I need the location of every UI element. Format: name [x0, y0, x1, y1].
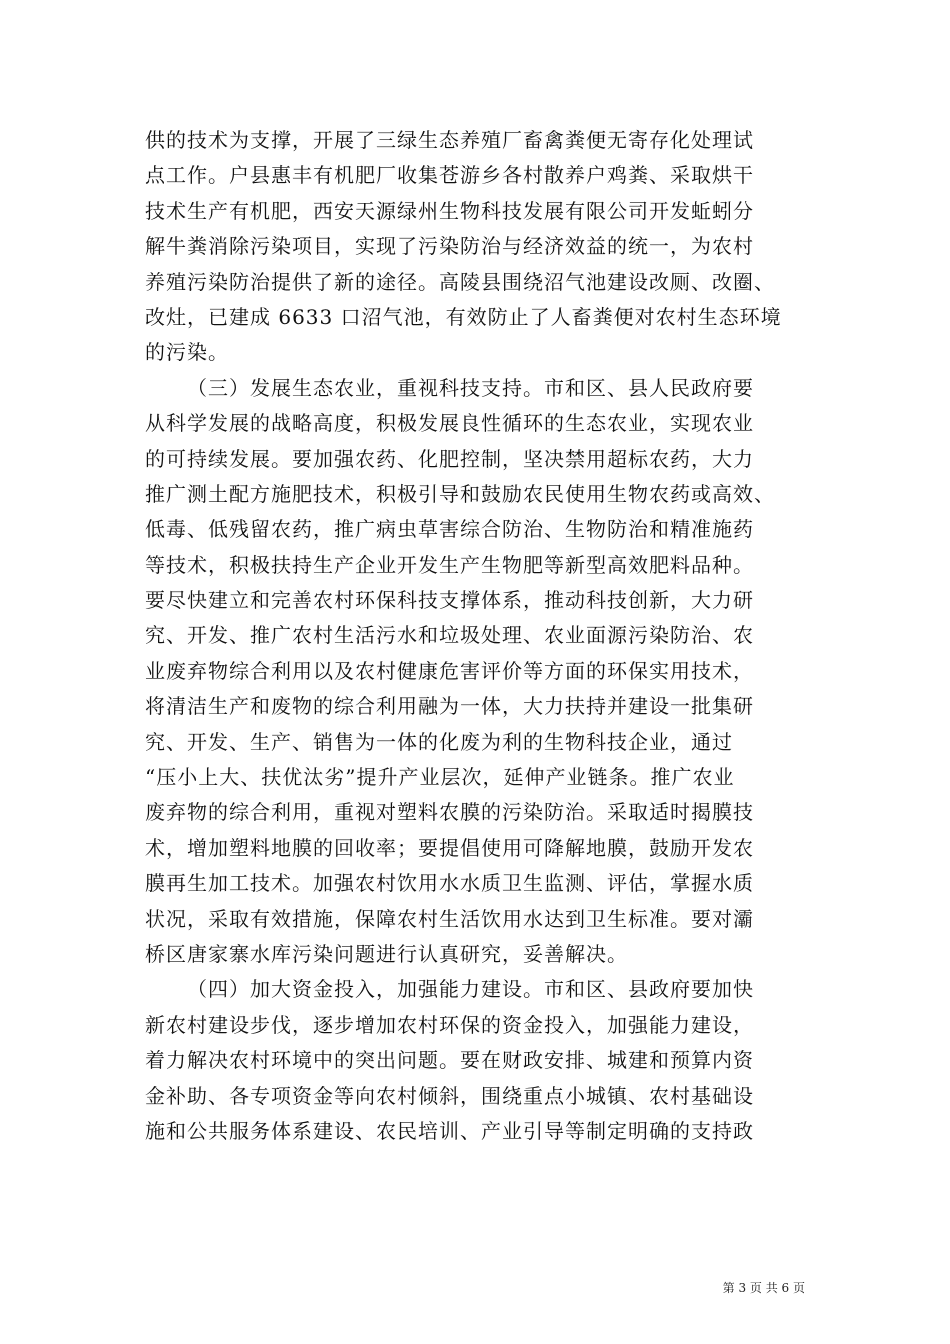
text-line: 低毒、低残留农药，推广病虫草害综合防治、生物防治和精准施药 — [145, 517, 754, 542]
text-line: 等技术，积极扶持生产企业开发生产生物肥等新型高效肥料品种。 — [145, 552, 754, 577]
text-line: “压小上大、扶优汰劣”提升产业层次，延伸产业链条。推广农业 — [145, 765, 735, 790]
text-line: 着力解决农村环境中的突出问题。要在财政安排、城建和预算内资 — [145, 1048, 754, 1073]
text-line: 究、开发、生产、销售为一体的化废为利的生物科技企业，通过 — [145, 729, 733, 754]
document-body — [145, 123, 815, 1149]
text-line: 金补助、各专项资金等向农村倾斜，围绕重点小城镇、农村基础设 — [145, 1083, 754, 1108]
text-line: 从科学发展的战略高度，积极发展良性循环的生态农业，实现农业 — [145, 411, 754, 436]
paragraph-first-line: （四）加大资金投入，加强能力建设。市和区、县政府要加快 — [187, 977, 754, 1002]
text-line: 的污染。 — [145, 340, 229, 365]
text-line: 将清洁生产和废物的综合利用融为一体，大力扶持并建设一批集研 — [145, 694, 754, 719]
text-line: 施和公共服务体系建设、农民培训、产业引导等制定明确的支持政 — [145, 1118, 754, 1143]
text-line: 膜再生加工技术。加强农村饮用水水质卫生监测、评估，掌握水质 — [145, 871, 754, 896]
text-line: 术，增加塑料地膜的回收率；要提倡使用可降解地膜，鼓励开发农 — [145, 835, 754, 860]
text-line: 养殖污染防治提供了新的途径。高陵县围绕沼气池建设改厕、改圈、 — [145, 269, 775, 294]
text-line: 的可持续发展。要加强农药、化肥控制，坚决禁用超标农药，大力 — [145, 446, 754, 471]
text-lines — [145, 123, 815, 1149]
text-line: 点工作。户县惠丰有机肥厂收集苍游乡各村散养户鸡粪、采取烘干 — [145, 163, 754, 188]
text-line: 改灶，已建成 6633 口沼气池，有效防止了人畜粪便对农村生态环境 — [145, 304, 782, 329]
paragraph-first-line: （三）发展生态农业，重视科技支持。市和区、县人民政府要 — [187, 375, 754, 400]
text-line: 桥区唐家寨水库污染问题进行认真研究，妥善解决。 — [145, 941, 628, 966]
text-line: 推广测土配方施肥技术，积极引导和鼓励农民使用生物农药或高效、 — [145, 481, 775, 506]
text-line: 新农村建设步伐，逐步增加农村环保的资金投入，加强能力建设， — [145, 1012, 754, 1037]
text-line: 要尽快建立和完善农村环保科技支撑体系，推动科技创新，大力研 — [145, 588, 754, 613]
text-line: 究、开发、推广农村生活污水和垃圾处理、农业面源污染防治、农 — [145, 623, 754, 648]
text-line: 供的技术为支撑，开展了三绿生态养殖厂畜禽粪便无寄存化处理试 — [145, 128, 754, 152]
text-line: 技术生产有机肥，西安天源绿州生物科技发展有限公司开发蚯蚓分 — [145, 198, 754, 223]
text-line: 废弃物的综合利用，重视对塑料农膜的污染防治。采取适时揭膜技 — [145, 800, 754, 825]
text-line: 解牛粪消除污染项目，实现了污染防治与经济效益的统一，为农村 — [145, 234, 754, 259]
text-line: 状况，采取有效措施，保障农村生活饮用水达到卫生标准。要对灞 — [145, 906, 754, 931]
page-number: 第 3 页 共 6 页 — [722, 1281, 805, 1295]
text-line: 业废弃物综合利用以及农村健康危害评价等方面的环保实用技术， — [145, 658, 754, 683]
